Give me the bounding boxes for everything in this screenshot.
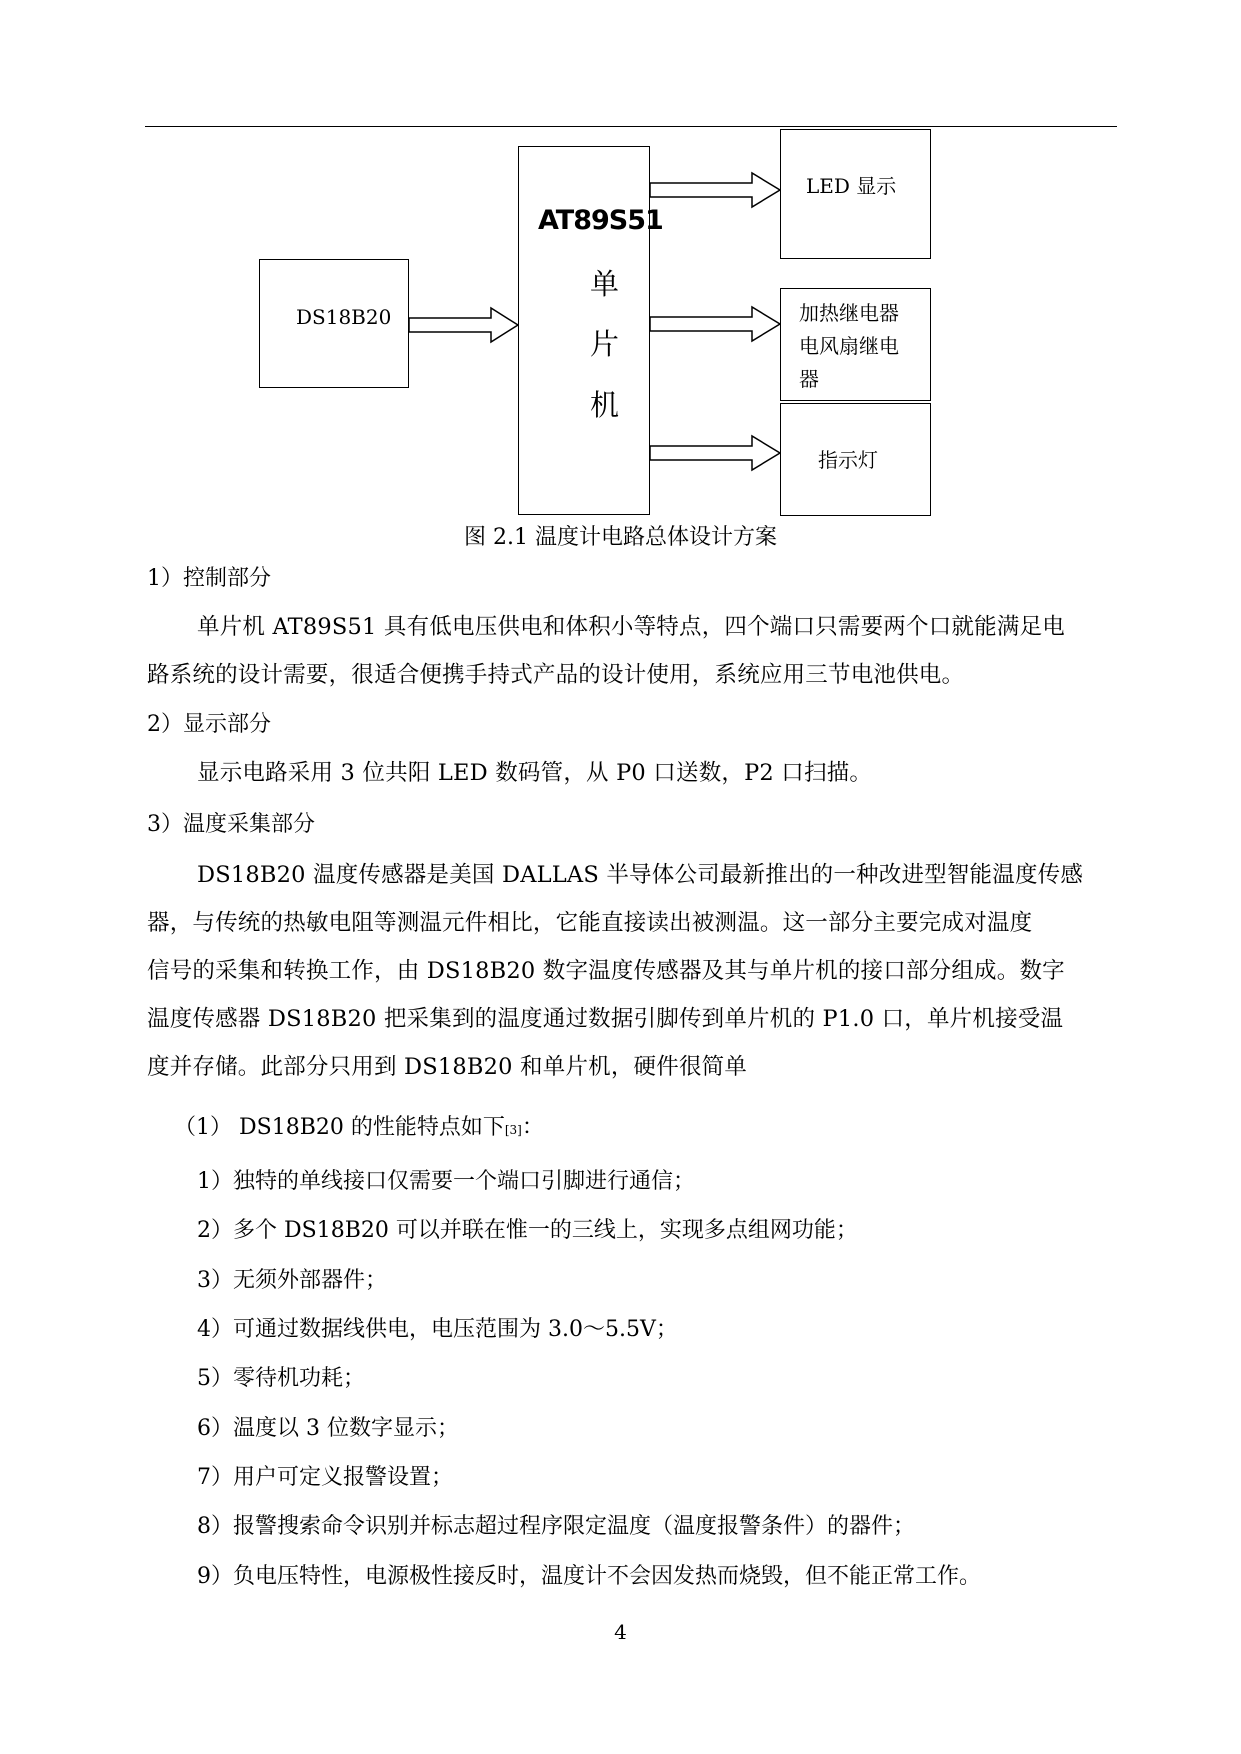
acquisition-paragraph-line-3: 信号的采集和转换工作，由 DS18B20 数字温度传感器及其与单片机的接口部分组成。数字: [147, 958, 1065, 984]
control-paragraph-line-1: 单片机 AT89S51 具有低电压供电和体积小等特点，四个端口只需要两个口就能满足电: [197, 614, 1065, 640]
relay-label-line-2: 电风扇继电: [799, 334, 899, 358]
feature-item: 1）独特的单线接口仅需要一个端口引脚进行通信；: [197, 1169, 695, 1194]
features-heading: [174, 1111, 544, 1145]
arrow-mcu-to-led: [650, 173, 780, 207]
acquisition-paragraph-line-2: 器，与传统的热敏电阻等测温元件相比，它能直接读出被测温。这一部分主要完成对温度: [147, 910, 1033, 936]
section-display-heading: 2）显示部分: [147, 712, 271, 737]
feature-item: 9）负电压特性，电源极性接反时，温度计不会因发热而烧毁，但不能正常工作。: [197, 1564, 981, 1589]
arrow-mcu-to-indicator: [650, 436, 780, 470]
section-acquisition-heading: 3）温度采集部分: [147, 812, 315, 837]
mcu-char-3: 机: [590, 388, 620, 422]
sensor-label: DS18B20: [296, 305, 392, 329]
citation-ref: [3]: [504, 1123, 522, 1137]
relay-label-line-1: 加热继电器: [799, 301, 899, 325]
display-paragraph: 显示电路采用 3 位共阳 LED 数码管，从 P0 口送数，P2 口扫描。: [197, 760, 873, 786]
features-heading-text: （1） DS18B20 的性能特点如下: [174, 1115, 505, 1140]
control-paragraph-line-2: 路系统的设计需要，很适合便携手持式产品的设计使用，系统应用三节电池供电。: [147, 662, 965, 688]
features-heading-tail: ：: [521, 1115, 544, 1140]
feature-item: 3）无须外部器件；: [197, 1268, 387, 1293]
page-number: 4: [614, 1620, 627, 1644]
acquisition-paragraph-line-1: DS18B20 温度传感器是美国 DALLAS 半导体公司最新推出的一种改进型智能温度传感: [197, 862, 1084, 888]
feature-item: 2）多个 DS18B20 可以并联在惟一的三线上，实现多点组网功能；: [197, 1218, 858, 1243]
indicator-label: 指示灯: [818, 448, 878, 472]
feature-item: 5）零待机功耗；: [197, 1366, 365, 1391]
relay-label-line-3: 器: [799, 367, 819, 391]
feature-item: 7）用户可定义报警设置；: [197, 1465, 453, 1490]
feature-item: 4）可通过数据线供电，电压范围为 3.0～5.5V；: [197, 1317, 678, 1342]
feature-item: 8）报警搜索命令识别并标志超过程序限定温度（温度报警条件）的器件；: [197, 1514, 915, 1539]
led-display-label: LED 显示: [806, 174, 897, 198]
mcu-char-1: 单: [590, 267, 620, 301]
section-control-heading: 1）控制部分: [147, 566, 271, 591]
acquisition-paragraph-line-4: 温度传感器 DS18B20 把采集到的温度通过数据引脚传到单片机的 P1.0 口，单片机接受温: [147, 1006, 1064, 1032]
mcu-box: [518, 146, 650, 515]
arrow-sensor-to-mcu: [409, 308, 518, 342]
acquisition-paragraph-line-5: 度并存储。此部分只用到 DS18B20 和单片机，硬件很简单: [147, 1054, 748, 1080]
mcu-model-label: AT89S51: [538, 205, 663, 236]
feature-item: 6）温度以 3 位数字显示；: [197, 1416, 459, 1441]
mcu-char-2: 片: [590, 327, 620, 361]
figure-caption: 图 2.1 温度计电路总体设计方案: [464, 525, 777, 550]
arrow-mcu-to-relay: [650, 307, 780, 341]
